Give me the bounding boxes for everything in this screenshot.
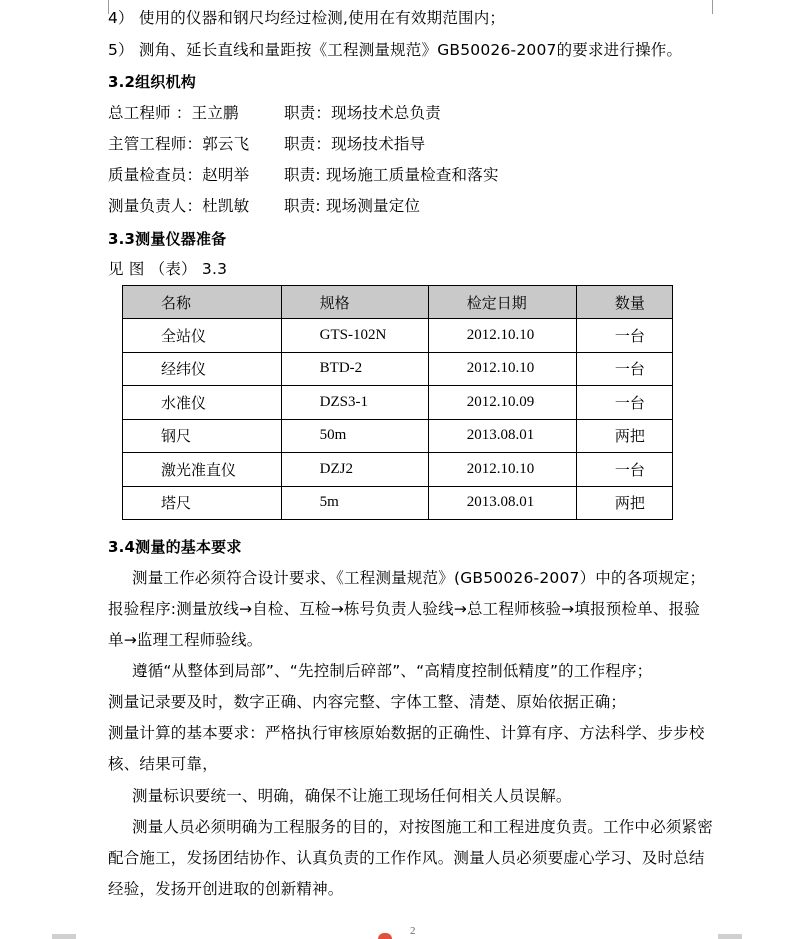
- table-row: [123, 352, 673, 386]
- org-row: [108, 133, 425, 155]
- table-header-row: [123, 286, 673, 319]
- cell-qty: 两把: [576, 486, 672, 520]
- header-date: 检定日期: [428, 286, 576, 319]
- cell-name: 钢尺: [123, 419, 282, 453]
- table-row: [123, 453, 673, 487]
- cell-spec: DZS3-1: [281, 386, 428, 420]
- cell-qty: 一台: [576, 453, 672, 487]
- cell-date: 2012.10.09: [428, 386, 576, 420]
- list-item-4: 4） 使用的仪器和钢尺均经过检测,使用在有效期范围内；: [108, 9, 506, 27]
- org-row: [108, 195, 420, 217]
- table-caption: 见 图 （表） 3.3: [108, 260, 228, 278]
- paragraph: 遵循“从整体到局部”、“先控制后碎部”、“高精度控制低精度”的工作程序；: [132, 662, 653, 680]
- paragraph: 测量工作必须符合设计要求、《工程测量规范》(GB50026-2007）中的各项规定；: [132, 569, 706, 587]
- list-item-5: 5） 测角、延长直线和量距按《工程测量规范》GB50026-2007的要求进行操作。: [108, 41, 683, 59]
- cell-name: 激光准直仪: [123, 453, 282, 487]
- footer-bar-left: [52, 934, 76, 939]
- table-row: [123, 319, 673, 353]
- instrument-table: [122, 285, 673, 520]
- section-heading-3-4: 3.4测量的基本要求: [108, 538, 242, 556]
- cell-name: 经纬仪: [123, 352, 282, 386]
- cell-name: 水准仪: [123, 386, 282, 420]
- cell-date: 2013.08.01: [428, 419, 576, 453]
- cell-qty: 两把: [576, 419, 672, 453]
- paragraph-continuation: 经验，发扬开创进取的创新精神。: [108, 880, 344, 898]
- margin-mark-left: [90, 0, 109, 14]
- cell-qty: 一台: [576, 386, 672, 420]
- org-duty: 职责: 现场施工质量检查和落实: [284, 166, 499, 184]
- header-name: 名称: [123, 286, 282, 319]
- cell-date: 2012.10.10: [428, 352, 576, 386]
- section-heading-3-2: 3.2组织机构: [108, 73, 196, 91]
- org-duty: 职责：现场技术总负责: [284, 104, 442, 122]
- org-duty: 职责：现场技术指导: [284, 135, 426, 153]
- org-role: 测量负责人：杜凯敏: [108, 197, 250, 215]
- cell-name: 塔尺: [123, 486, 282, 520]
- paragraph: 测量标识要统一、明确，确保不让施工现场任何相关人员误解。: [132, 787, 572, 805]
- cell-name: 全站仪: [123, 319, 282, 353]
- section-heading-3-3: 3.3测量仪器准备: [108, 230, 227, 248]
- cell-spec: 50m: [281, 419, 428, 453]
- page-mark-icon: [378, 933, 392, 939]
- footer-bar-right: [718, 934, 742, 939]
- paragraph: 测量计算的基本要求：严格执行审核原始数据的正确性、计算有序、方法科学、步步校: [108, 724, 705, 742]
- cell-spec: GTS-102N: [281, 319, 428, 353]
- cell-date: 2013.08.01: [428, 486, 576, 520]
- org-role: 主管工程师：郭云飞: [108, 135, 250, 153]
- paragraph-continuation: 核、结果可靠，: [108, 755, 218, 773]
- table-row: [123, 486, 673, 520]
- cell-qty: 一台: [576, 352, 672, 386]
- cell-spec: DZJ2: [281, 453, 428, 487]
- org-row: [108, 102, 441, 124]
- org-row: [108, 164, 499, 186]
- cell-spec: 5m: [281, 486, 428, 520]
- org-duty: 职责: 现场测量定位: [284, 197, 421, 215]
- table-row: [123, 386, 673, 420]
- paragraph: 测量人员必须明确为工程服务的目的，对按图施工和工程进度负责。工作中必须紧密: [132, 818, 713, 836]
- cell-qty: 一台: [576, 319, 672, 353]
- paragraph: 报验程序:测量放线→自检、互检→栋号负责人验线→总工程师核验→填报预检单、报验: [108, 600, 700, 618]
- header-qty: 数量: [576, 286, 672, 319]
- cell-spec: BTD-2: [281, 352, 428, 386]
- org-role: 质量检查员：赵明举: [108, 166, 250, 184]
- margin-mark-right: [712, 0, 731, 14]
- cell-date: 2012.10.10: [428, 319, 576, 353]
- cell-date: 2012.10.10: [428, 453, 576, 487]
- paragraph: 测量记录要及时，数字正确、内容完整、字体工整、清楚、原始依据正确；: [108, 693, 627, 711]
- org-role: 总工程师 ：王立鹏: [108, 104, 239, 122]
- paragraph-continuation: 单→监理工程师验线。: [108, 631, 263, 649]
- header-spec: 规格: [281, 286, 428, 319]
- paragraph-continuation: 配合施工，发扬团结协作、认真负责的工作作风。测量人员必须要虚心学习、及时总结: [108, 849, 705, 867]
- table-row: [123, 419, 673, 453]
- page-number: 2: [410, 925, 416, 937]
